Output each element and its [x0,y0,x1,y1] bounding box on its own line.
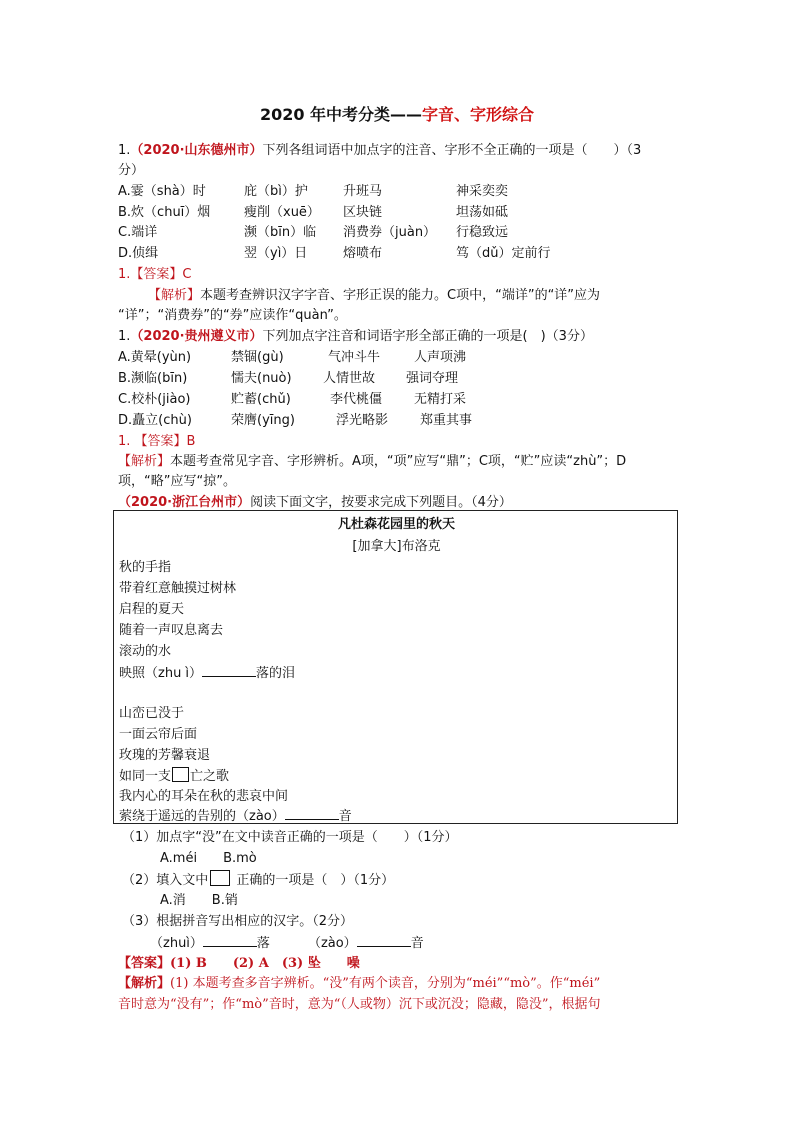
q1-answer: 1.【答案】C [118,267,192,282]
q1-option-c-1: C.端详 [118,225,158,240]
q2-stem: 1.（2020·贵州遵义市）下列加点字注音和词语字形全部正确的一项是( )（3分） [118,329,593,344]
q1-stem: 1.（2020·山东德州市）下列各组词语中加点字的注音、字形不全正确的一项是（ ）（3 [118,143,642,158]
q1-option-a-3: 升班马 [343,184,383,199]
q1-option-a-2: 庇（bì）护 [244,184,308,199]
q2-analysis-1: 【解析】本题考查常见字音、字形辨析。A项，“项”应写“鼎”；C项，“贮”应读“zhù”；D [118,454,627,469]
q2-option-c-4: 无精打采 [414,392,467,407]
q2-option-b-3: 人情世故 [323,371,376,386]
q3-sub3: （3）根据拼音写出相应的汉字。（2分） [122,914,354,929]
q1-option-a-4: 神采奕奕 [456,184,509,199]
poem-line: 一面云帘后面 [119,727,198,742]
q2-answer: 1. 【答案】B [118,434,196,449]
q1-option-b-3: 区块链 [343,205,383,220]
fill-blank[interactable] [202,663,256,677]
q2-option-a-1: A.黄晕(yùn) [118,350,192,365]
q2-option-b-2: 懦夫(nuò) [231,371,292,386]
q1-stem-cont: 分） [118,163,145,178]
q3-sub1: （1）加点字“没”在文中读音正确的一项是（ ）（1分） [122,830,458,845]
fill-blank[interactable] [203,933,257,947]
poem-line: 山峦已没于 [119,706,185,721]
q2-option-c-3: 李代桃僵 [330,392,383,407]
q1-analysis-1: 【解析】本题考查辨识汉字字音、字形正误的能力。C项中，“端详”的“详”应为 [148,288,601,303]
fill-blank[interactable] [285,806,339,820]
q1-option-d-3: 熔喷布 [343,246,383,261]
q3-answer: 【答案】(1) B (2) A (3) 坠 噪 [118,956,360,971]
fill-blank[interactable] [357,933,411,947]
poem-line: 滚动的水 [119,644,172,659]
q1-option-b-1: B.炊（chuī）烟 [118,205,211,220]
poem-line: 随着一声叹息离去 [119,623,224,638]
title-highlight: 字音、字形综合 [422,105,535,124]
poem-author: [加拿大]布洛克 [352,539,441,554]
q2-option-b-4: 强词夺理 [406,371,459,386]
q1-option-a-1: A.霎（shà）时 [118,184,206,199]
poem-line-zao: 萦绕于遥远的告别的（zào） 音 [119,806,352,826]
poem-line-box: 如同一支 亡之歌 [119,769,230,784]
q2-option-c-1: C.校朴(jiào) [118,392,191,407]
q2-option-a-3: 气冲斗牛 [328,350,381,365]
poem-line: 我内心的耳朵在秋的悲哀中间 [119,789,289,804]
q1-analysis-2: “详”；“消费券”的“券”应读作“quàn”。 [118,308,347,323]
poem-title: 凡杜森花园里的秋天 [337,517,455,532]
q2-option-d-1: D.矗立(chù) [118,413,192,428]
poem-line-zhui: 映照（zhu ì） 落的泪 [119,663,295,683]
q3-sub1-options: A.méi B.mò [160,851,257,866]
q2-option-d-3: 浮光略影 [336,413,389,428]
q3-sub2: （2）填入文中 正确的一项是（ ）（1分） [122,870,394,890]
q2-option-c-2: 贮蓄(chǔ) [231,392,291,407]
q1-option-c-4: 行稳致远 [456,225,509,240]
poem-line: 启程的夏天 [119,602,185,617]
q2-option-a-4: 人声项沸 [414,350,467,365]
title-main: 2020 年中考分类—— [259,105,423,124]
q1-option-c-2: 濒（bīn）临 [244,225,317,240]
q1-option-d-1: D.侦缉 [118,246,159,261]
poem-line: 玫瑰的芳馨衰退 [119,748,211,763]
q2-analysis-2: 项，“略”应写“掠”。 [118,474,236,489]
poem-line: 秋的手指 [119,560,172,575]
q3-sub3-blanks: （zhuì） 落 （zào） 音 [150,933,424,953]
q2-option-a-2: 禁锢(gù) [231,350,284,365]
q3-analysis-2: 音时意为“没有”；作“mò”音时，意为“（人或物）沉下或沉没；隐藏，隐没”，根据句 [118,997,601,1012]
q3-stem: （2020·浙江台州市）阅读下面文字，按要求完成下列题目。（4分） [118,495,512,510]
page-title [0,104,794,126]
q1-option-d-4: 笃（dǔ）定前行 [456,246,551,261]
q2-option-d-2: 荣膺(yīng) [231,413,295,428]
q2-option-d-4: 郑重其事 [420,413,473,428]
q1-option-b-2: 瘦削（xuē） [244,205,320,220]
q3-sub2-options: A.消 B.销 [160,893,238,908]
q1-option-c-3: 消费券（juàn） [343,225,437,240]
fill-box[interactable] [210,870,230,886]
q1-option-d-2: 翌（yì）日 [244,246,308,261]
fill-box[interactable] [172,767,189,782]
poem-line: 带着红意触摸过树林 [119,581,237,596]
poem-box [113,510,678,824]
q2-option-b-1: B.濒临(bīn) [118,371,188,386]
q1-option-b-4: 坦荡如砥 [456,205,509,220]
q3-analysis-1: 【解析】(1) 本题考查多音字辨析。“没”有两个读音，分别为“méi”“mò”。作“méi” [118,976,601,991]
